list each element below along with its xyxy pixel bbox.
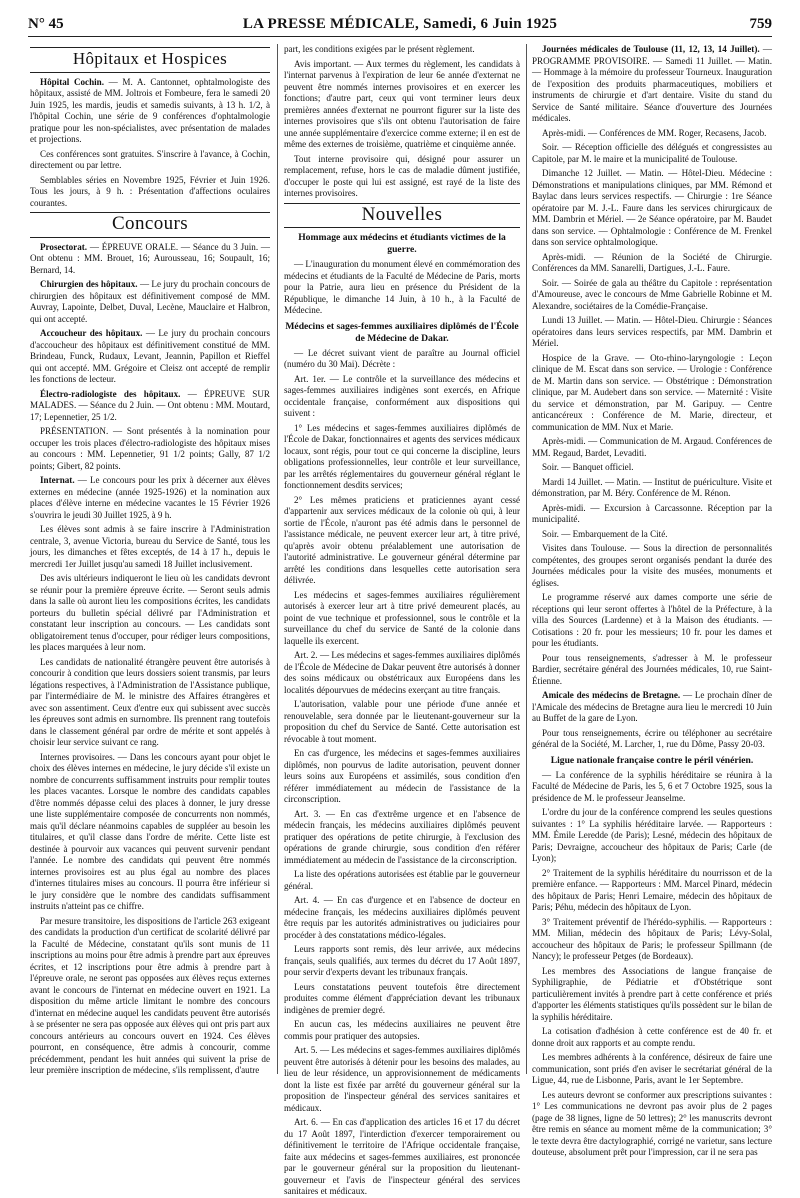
article-prosectorat: Prosectorat. — ÉPREUVE ORALE. — Séance du 3 Juin. — Ont obtenu : MM. Brouet, 16; Aurousseau, 16; Soupault, 16; Bernard, 14.: [30, 241, 271, 275]
paragraph: Art. 2. — Les médecins et sages-femmes auxiliaires diplômés de l'École de Médecine de Dakar peuvent être autorisés à donner des soins médicaux ou obstétricaux aux Européens dans les localités dépourvues de médecins exerçant au titre français.: [284, 650, 520, 695]
paragraph: Avis important. — Aux termes du règlement, les candidats à l'internat parvenus à l'expiration de leur 6e année d'externat ne peuvent être nommés internes provisoires et en exercer les fonctions; d'autre part, ceux qui vont terminer leurs deux premières années d'externat ne pourront figurer sur la liste des internes provisoires que s'ils ont obtenu l'autorisation de faire une année supplémentaire d'exercice comme externe; il en est de même des externes de troisième, quatrième et cinquième année.: [284, 58, 520, 149]
article-heading: Médecins et sages-femmes auxiliaires diplômés de l'École de Médecine de Dakar.: [285, 320, 519, 344]
paragraph: 1° Les médecins et sages-femmes auxiliaires diplômés de l'École de Dakar, fonctionnaires et agents des services médicaux locaux, sont régis, pour tout ce qui concerne la discipline, leurs obligations professionnelles, leur contrôle et leur surveillance, par les arrêtés réglementaires du gouverneur général réglant le fonctionnement desdits services;: [284, 422, 520, 490]
page-number: 759: [749, 16, 772, 32]
article-heading: Hommage aux médecins et étudiants victimes de la guerre.: [298, 232, 506, 255]
paragraph: Mardi 14 Juillet. — Matin. — Institut de puériculture. Visite et démonstration, par M. Béry. Conférence de M. Rénon.: [532, 476, 772, 498]
paragraph: Par mesure transitoire, les dispositions de l'article 263 exigeant des candidats la production d'un certificat de scolarité délivré par la Faculté de Médecine, constatant qu'ils sont munis de 11 inscriptions au moins pour être admis à prendre part aux épreuves écrites, et 12 inscriptions pour être admis à prendre part à l'épreuve orale, ne seront pas opposées aux élèves reçus externes avant le concours de l'internat en médecine ouvert en 1921. La disposition du même article limitant le nombre des concours d'internat en médecine auquel les candidats peuvent être autorisés à se présenter ne sera pas opposée aux élèves qui ont pris part aux concours antérieurs au concours ouvert en 1924. Ces élèves pourront, en conséquence, être admis à concourir, comme précédemment, pendant les huit années qui suivent la prise de leur première inscription de médecine, s'ils remplissent, d'autre: [30, 915, 270, 1075]
paragraph: Internes provisoires. — Dans les concours ayant pour objet le choix des élèves internes en médecine, le jury décide s'il existe un nombre de concurrents suffisamment instruits pour remplir toutes les places vacantes. Lorsque le nombre des candidats capables d'être nommés dépasse celui des places à donner, le jury dresse une liste supplémentaire composée de concurrents non nommés, mais qu'il déclare néanmoins capables de suppléer au besoin les titulaires, et qu'il classe dans l'ordre de mérite. Cette liste est destinée à pourvoir aux vacances qui peuvent survenir pendant l'année. Le nombre des candidats qui peuvent être nommés internes provisoires est au plus égal au nombre des places d'internes titulaires mises au concours. Il pourra être inférieur si le jury considère que le nombre des candidats suffisamment instruits n'atteint pas ce chiffre.: [30, 751, 271, 911]
section-rule: [30, 47, 270, 48]
paragraph: En cas d'urgence, les médecins et sages-femmes auxiliaires diplômés, non pourvus de ladite autorisation, peuvent donner leurs soins aux Européens et assimilés, sous condition d'en référer immédiatement au médecin de l'assistance de la circonscription.: [284, 748, 520, 804]
paragraph: Les auteurs devront se conformer aux prescriptions suivantes : 1° Les communications ne devront pas avoir plus de 2 pages (page de 38 lignes, ligne de 50 lettres); 2° les manuscrits devront être remis en séance au moment même de la communication; 3° le texte devra être dactylographié, corrigé ne varietur, sans lecture douteuse, absolument prêt pour l'impression, car il ne sera pas: [532, 1089, 772, 1157]
paragraph: 3° Traitement préventif de l'hérédo-syphilis. — Rapporteurs : MM. Milian, médecin des hôpitaux de Paris; Lévy-Solal, accoucheur des hôpitaux de Paris; le professeur Spillmann (de Nancy); le professeur Petges (de Bordeaux).: [532, 916, 772, 961]
paragraph: Après-midi. — Réunion de la Société de Chirurgie. Conférences da MM. Sanarelli, Dartigues, J.-L. Faure.: [532, 251, 772, 273]
paragraph: Pour tous renseignements, écrire ou téléphoner au secrétaire général de la Société, M. Larcher, 1, rue du Dôme, Passy 20-03.: [532, 727, 772, 749]
paragraph: Art. 1er. — Le contrôle et la surveillance des médecins et sages-femmes auxiliaires indigènes sont exercés, en Afrique occidentale française, conformément aux dispositions qui suivent :: [284, 373, 520, 418]
column-3: [532, 44, 772, 1157]
paragraph: La liste des opérations autorisées est établie par le gouverneur général.: [284, 869, 520, 891]
paragraph: Après-midi. — Conférences de MM. Roger, Recasens, Jacob.: [542, 127, 767, 138]
paragraph: Lundi 13 Juillet. — Matin. — Hôtel-Dieu. Chirurgie : Séances opératoires dans leurs services respectifs, par MM. Dambrin et Mériel.: [532, 315, 772, 348]
paragraph: Les candidats de nationalité étrangère peuvent être autorisés à concourir à condition que leurs dossiers soient transmis, par leurs légations respectives, à l'Administration de l'Assistance publique, par l'intermédiaire de M. le ministre des Affaires étrangères et avec son assentiment. Ceux d'entre eux qui subissent avec succès les épreuves sont admis en surnombre. Ils prennent rang toutefois dans le classement général par ordre de mérite et sont appelés à choisir leur service suivant ce rang.: [30, 656, 270, 747]
article-accoucheur: Accoucheur des hôpitaux. — Le jury du prochain concours d'accoucheur des hôpitaux est définitivement constitué de MM. Brindeau, Funck, Rudaux, Levant, Jeannin, Papillon et Rieffel qui ont accepté. MM. Grégoire et Cleisz ont accepté de remplir les fonctions de lecteur.: [30, 328, 271, 384]
paragraph: Le programme réservé aux dames comporte une série de réceptions qui leur seront offertes à l'hôtel de la Préfecture, à la villa des Sources (Lardenne) et à la Maison des étudiants. — Cotisations : 20 fr. pour les messieurs; 10 fr. pour les dames et pour les étudiants.: [532, 592, 772, 648]
column-2: [284, 44, 520, 1196]
paragraph: Après-midi. — Communication de M. Argaud. Conférences de MM. Regaud, Bardet, Levaditi.: [532, 436, 772, 458]
article-bretagne: Amicale des médecins de Bretagne. — Le prochain dîner de l'Amicale des médecins de Bretagne aura lieu le mercredi 10 Juin au Buffet de la gare de Lyon.: [532, 690, 772, 723]
article-heading: Ligue nationale française contre le péril vénérien.: [550, 754, 754, 766]
paragraph: Soir. — Embarquement de la Cité.: [542, 528, 668, 539]
paragraph: 2° Traitement de la syphilis héréditaire du nourrisson et de la première enfance. — Rapporteurs : MM. Marcel Pinard, médecin des hôpitaux de Paris; Henri Lemaire, médecin des hôpitaux de Paris; Péhu, médecin des hôpitaux de Lyon.: [532, 867, 772, 912]
paragraph: Les élèves sont admis à se faire inscrire à l'Administration centrale, 3, avenue Victoria, bureau du Service de Santé, tous les jours, les dimanches et fêtes exceptés, de 14 à 17 h., depuis le mercredi 1er Juillet jusqu'au samedi 18 Juillet inclusivement.: [30, 524, 270, 569]
paragraph: Art. 6. — En cas d'application des articles 16 et 17 du décret du 17 Août 1897, l'interdiction d'exercer temporairement ou définitivement le territoire de l'Afrique occidentale française, faite aux médecins et sages-femmes auxiliaires, est prononcée par le gouverneur général sur la proposition du lieutenant-gouverneur et l'avis de l'inspecteur général des services sanitaires et médicaux.: [284, 1117, 520, 1196]
section-title-nouvelles: Nouvelles: [361, 203, 443, 225]
paragraph: En aucun cas, les médecins auxiliaires ne peuvent être commis pour pratiquer des autopsies.: [284, 1019, 520, 1041]
paragraph: Art. 5. — Les médecins et sages-femmes auxiliaires diplômés peuvent être autorisés à détenir pour les besoins des malades, au lieu de leur résidence, un approvisionnement de médicaments dont la liste est fixée par arrêté du gouverneur général sur la proposition de l'inspecteur général des services sanitaires et médicaux.: [284, 1045, 520, 1113]
paragraph: — La conférence de la syphilis héréditaire se réunira à la Faculté de Médecine de Paris, les 5, 6 et 7 Octobre 1925, sous la présidence de M. le professeur Jeanselme.: [532, 769, 772, 803]
paragraph: Art. 4. — En cas d'urgence et en l'absence de docteur en médecine français, les médecins auxiliaires diplômés peuvent être requis par les autorités administratives ou judiciaires pour procéder à des constatations médico-légales.: [284, 895, 520, 940]
paragraph: — Le décret suivant vient de paraître au Journal officiel (numéro du 30 Mai). Décrète :: [284, 347, 520, 369]
section-title-hopitaux: Hôpitaux et Hospices: [72, 49, 228, 68]
article-chirurgiens: Chirurgien des hôpitaux. — Le jury du prochain concours de chirurgien des hôpitaux est définitivement composé de MM. Auvray, Lapointe, Delbet, Duval, Lecène, Mauclaire et Halbron, qui ont accepté.: [30, 279, 270, 324]
paragraph: PRÉSENTATION. — Sont présentés à la nomination pour occuper les trois places d'électro-radiologiste des hôpitaux mises au concours : MM. Lepennetier, 91 1/2 points; Gally, 87 1/2 points; Gibert, 82 points.: [30, 426, 270, 471]
paragraph: Art. 3. — En cas d'extrême urgence et en l'absence de médecin français, les médecins auxiliaires diplômés peuvent pratiquer des opérations de petite chirurgie, à l'exclusion des opérations de grande chirurgie, sous condition d'en référer immédiatement au médecin de l'assistance de la circonscription.: [284, 808, 520, 865]
paragraph: Dimanche 12 Juillet. — Matin. — Hôtel-Dieu. Médecine : Démonstrations et manipulations cliniques, par MM. Rémond et Baylac dans leurs services respectifs. — Chirurgie : 1re Séance opératoire par M. J.-L. Faure dans les services chirurgicaux de MM. Dambrin et Mériel. — 2e Séance opératoire, par M. Baudet dans son service. — Ophtalmologie : Conférence de M. Frenkel dans son service ophtalmologique.: [532, 168, 772, 247]
paragraph: Les médecins et sages-femmes auxiliaires régulièrement autorisés à exercer leur art à titre privé demeurent placés, au point de vue technique et professionnel, sous le contrôle et la surveillance du chef du service de Santé de la colonie dans laquelle ils exercent.: [284, 589, 520, 646]
paragraph: Ces conférences sont gratuites. S'inscrire à l'avance, à Cochin, directement ou par lettre.: [30, 148, 270, 170]
paragraph: Des avis ultérieurs indiqueront le lieu où les candidats devront se réunir pour la première épreuve écrite. — Seront seuls admis dans la salle où auront lieu les compositions écrites, les candidats porteurs du bulletin spécial délivré par l'Administration et constatant leur inscription au concours. — Les candidats sont obligatoirement tenus d'occuper, pour rédiger leurs compositions, les places marquées à leur nom.: [30, 573, 270, 652]
column-1: [30, 44, 270, 1074]
paragraph: Tout interne provisoire qui, désigné pour assurer un remplacement, refuse, hors le cas de maladie dûment justifiée, d'occuper le poste qui lui est assigné, est rayé de la liste des internes provisoires.: [284, 153, 520, 198]
section-rule: [30, 237, 270, 238]
paragraph: part, les conditions exigées par le présent règlement.: [284, 44, 475, 54]
paragraph: Après-midi. — Excursion à Carcassonne. Réception par la municipalité.: [532, 502, 772, 524]
page-header: [28, 14, 772, 37]
article-radiologiste: Électro-radiologiste des hôpitaux. — ÉPREUVE SUR MALADES. — Séance du 2 Juin. — Ont obtenu : MM. Moutard, 17; Lepennetier, 25 1/2.: [30, 388, 270, 422]
paragraph: Les membres des Associations de langue française de Syphiligraphie, de Pédiatrie et d'Obstétrique sont particulièrement invités à prendre part à cette conférence et priés d'apporter les éléments statistiques qu'ils possèdent sur le bilan de la syphilis héréditaire.: [532, 965, 772, 1022]
column-divider: [526, 44, 527, 1074]
section-rule: [284, 227, 520, 228]
paragraph: Semblables séries en Novembre 1925, Février et Juin 1926. Tous les jours, à 9 h. : Présentation d'affections oculaires courantes.: [30, 174, 270, 208]
paragraph: Visites dans Toulouse. — Sous la direction de personnalités compétentes, des groupes seront organisés pendant la durée des Journées médicales pour la visite des musées, monuments et églises.: [532, 543, 772, 588]
paragraph: — L'inauguration du monument élevé en commémoration des médecins et étudiants de la Faculté de Médecine de Paris, morts pour la Patrie, aura lieu en présence du Président de la République, le dimanche 14 Juin, à 10 h., à la Faculté de Médecine.: [284, 259, 520, 315]
paragraph: La cotisation d'adhésion à cette conférence est de 40 fr. et donne droit aux rapports et au compte rendu.: [532, 1026, 772, 1048]
column-divider: [277, 44, 278, 1074]
paragraph: 2° Les mêmes praticiens et praticiennes ayant cessé d'appartenir aux services médicaux de la colonie où qui, à leur sortie de l'École, n'auront pas été admis dans le personnel de l'assistance médicale, ne peuvent exercer leur art, à titre privé, qu'après avoir obtenu préalablement une autorisation de l'autorité administrative. Le gouverneur général détermine par arrêté les conditions dans lesquelles cette autorisation sera délivrée.: [284, 494, 520, 585]
journal-title: LA PRESSE MÉDICALE, Samedi, 6 Juin 1925: [242, 16, 558, 32]
article-internat: Internat. — Le concours pour les prix à décerner aux élèves externes en médecine (année 1925-1926) et la nomination aux places d'élève interne en médecine vacantes le 15 Février 1926 s'ouvrira le jeudi 30 Juillet 1925, à 9 h.: [30, 475, 271, 520]
paragraph: Leurs constatations peuvent toutefois être directement produites comme élément d'appréciation devant les tribunaux indigènes de premier degré.: [284, 981, 520, 1015]
paragraph: Pour tous renseignements, s'adresser à M. le professeur Bardier, secrétaire général des Journées médicales, 10, rue Saint-Étienne.: [532, 652, 772, 686]
paragraph: L'ordre du jour de la conférence comprend les seules questions suivantes : 1° La syphilis héréditaire larvée. — Rapporteurs : MM. Émile Leredde (de Paris); Lesné, médecin des hôpitaux de Paris; Devraigne, accoucheur des hôpitaux de Paris; Carle (de Lyon);: [532, 807, 772, 863]
paragraph: L'autorisation, valable pour une période d'une année et renouvelable, sera donnée par le lieutenant-gouverneur sur la proposition du chef du Service de Santé. Cette autorisation est révocable à tout moment.: [284, 699, 520, 744]
paragraph: Hospice de la Grave. — Oto-rhino-laryngologie : Leçon clinique de M. Escat dans son service. — Urologie : Conférence de M. Martin dans son service. — Obstétrique : Démonstration clinique, par M. Audebert dans son service. — Maternité : Visite du service et démonstration, par M. Garipuy. — Centre anticancéreux : Conférence de M. Marie, directeur, et communication de MM. Nux et Marie.: [532, 352, 772, 432]
paragraph: Soir. — Soirée de gala au théâtre du Capitole : représentation d'Amoureuse, avec le concours de Mme Gabrielle Robinne et M. Alexandre, sociétaires de la Comédie-Française.: [532, 277, 772, 311]
article-toulouse: Journées médicales de Toulouse (11, 12, 13, 14 Juillet). — PROGRAMME PROVISOIRE. — Samedi 11 Juillet. — Matin. — Hommage à la mémoire du professeur Tourneux. Inauguration de l'exposition des produits pharmaceutiques, mobiliers et instruments de chirurgie et d'art dentaire. Visite du stand du Service de Santé militaire. Séance d'ouverture des Journées médicales.: [532, 44, 772, 123]
article-cochin: Hôpital Cochin. — M. A. Cantonnet, ophtalmologiste des hôpitaux, assisté de MM. Joltrois et Fombeure, fera le samedi 20 Juin 1925, les mardis, jeudis et samedis suivants, à 13 h. 1/2, à l'hôpital Cochin, une série de 9 conférences d'ophtalmologie pratique pour les non-spécialistes, avec présentation de malades et projections.: [30, 76, 270, 144]
paragraph: Soir. — Réception officielle des délégués et congressistes au Capitole, par M. le maire et la municipalité de Toulouse.: [532, 142, 772, 164]
paragraph: Leurs rapports sont remis, dès leur arrivée, aux médecins français, seuls qualifiés, aux termes du décret du 17 Août 1897, pour servir d'experts devant les tribunaux français.: [284, 944, 520, 977]
paragraph: Soir. — Banquet officiel.: [542, 462, 634, 472]
section-title-concours: Concours: [111, 213, 189, 234]
issue-number: N° 45: [28, 16, 64, 32]
paragraph: Les membres adhérents à la conférence, désireux de faire une communication, sont priés d'en aviser le secrétariat général de la Ligue, 44, rue de Lisbonne, Paris, avant le 1er Septembre.: [532, 1052, 772, 1085]
section-rule: [30, 72, 270, 73]
